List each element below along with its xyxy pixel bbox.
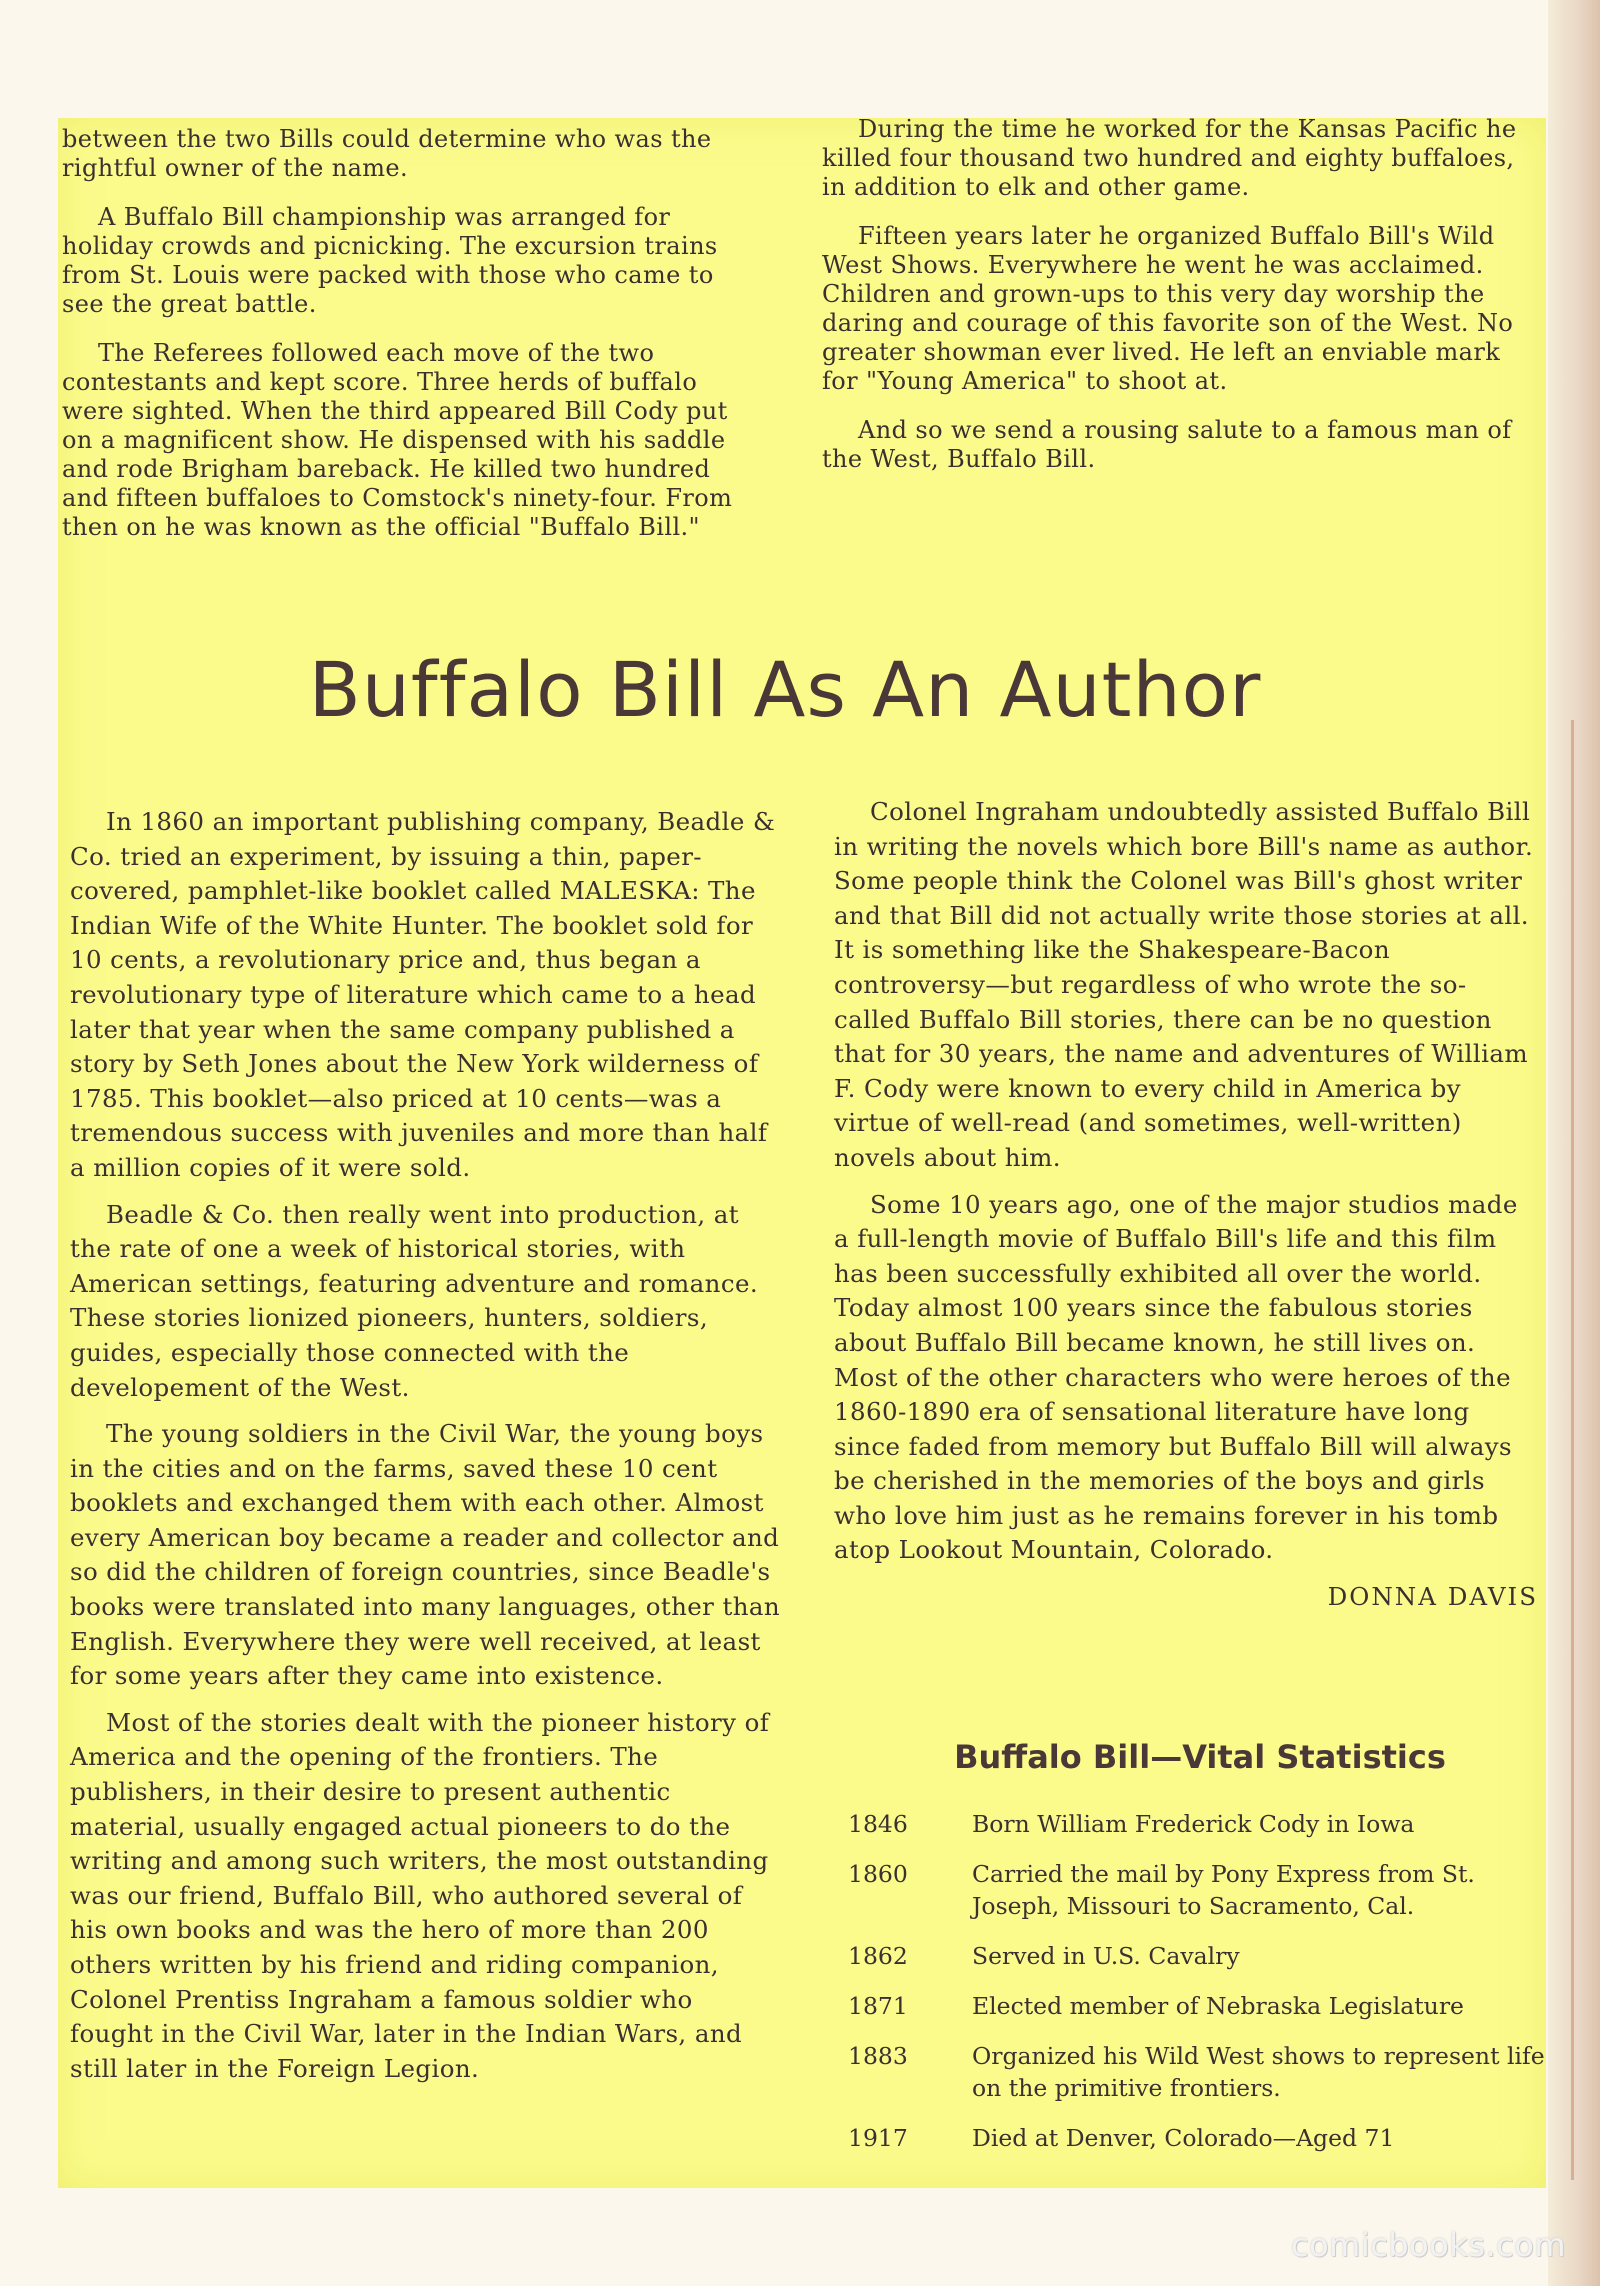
article-right-column	[834, 795, 1538, 1615]
stat-year: 1846	[848, 1810, 908, 1838]
list-item	[848, 2122, 1548, 2154]
stat-year: 1917	[848, 2124, 908, 2152]
list-item	[848, 2040, 1548, 2104]
stat-text: Carried the mail by Pony Express from St. Joseph, Missouri to Sacramento, Cal.	[972, 1860, 1475, 1920]
stat-year: 1883	[848, 2042, 908, 2070]
list-item	[848, 1940, 1548, 1972]
paragraph: A Buffalo Bill championship was arranged for holiday crowds and picnicking. The excursion trains from St. Louis were packed with those who came to see the great battle.	[62, 203, 718, 318]
paragraph: Beadle & Co. then really went into production, at the rate of one a week of historical stories, with American settings, featuring adventure and romance. These stories lionized pioneers, hunters, soldiers, guides, especially those connected with the developement of the West.	[70, 1199, 759, 1402]
binding-edge	[1571, 720, 1574, 2180]
list-item	[848, 1808, 1548, 1840]
paragraph: between the two Bills could determine who was the rightful owner of the name.	[62, 125, 712, 182]
byline: DONNA DAVIS	[1327, 1582, 1538, 1612]
paragraph: Colonel Ingraham undoubtedly assisted Buffalo Bill in writing the novels which bore Bill's name as author. Some people think the Colonel was Bill's ghost writer and that Bill did not actually write those stories at all. It is something like the Shakespeare-Bacon controversy—but regardless of who wrote the so-called Buffalo Bill stories, there can be no question that for 30 years, the name and adventures of William F. Cody were known to every child in America by virtue of well-read (and sometimes, well-written) novels about him.	[834, 797, 1534, 1172]
list-item	[848, 1990, 1548, 2022]
vital-statistics-list	[848, 1808, 1548, 2172]
stat-text: Elected member of Nebraska Legislature	[972, 1992, 1464, 2020]
top-right-column	[822, 115, 1522, 494]
stat-text: Born William Frederick Cody in Iowa	[972, 1810, 1415, 1838]
article-title: Buffalo Bill As An Author	[308, 645, 1262, 734]
paragraph: Fifteen years later he organized Buffalo Bill's Wild West Shows. Everywhere he went he was acclaimed. Children and grown-ups to this very day worship the daring and courage of this favorite son of the West. No greater showman ever lived. He left an enviable mark for "Young America" to shoot at.	[822, 222, 1514, 395]
paragraph: And so we send a rousing salute to a famous man of the West, Buffalo Bill.	[822, 416, 1512, 473]
stat-text: Died at Denver, Colorado—Aged 71	[972, 2124, 1395, 2152]
watermark: comicbooks.com	[1290, 2226, 1566, 2264]
paragraph: The young soldiers in the Civil War, the young boys in the cities and on the farms, saved these 10 cent booklets and exchanged them with each other. Almost every American boy became a reader and collector and so did the children of foreign countries, since Beadle's books were translated into many languages, other than English. Everywhere they were well received, at least for some years after they came into existence.	[70, 1419, 781, 1691]
stats-title: Buffalo Bill—Vital Statistics	[954, 1738, 1446, 1776]
page-edge	[1548, 0, 1600, 2286]
stat-text: Organized his Wild West shows to represent life on the primitive frontiers.	[972, 2042, 1545, 2102]
paragraph: Most of the stories dealt with the pioneer history of America and the opening of the frontiers. The publishers, in their desire to present authentic material, usually engaged actual pioneers to do the writing and among such writers, the most outstanding was our friend, Buffalo Bill, who authored several of his own books and was the hero of more than 200 others written by his friend and riding companion, Colonel Prentiss Ingraham a famous soldier who fought in the Civil War, later in the Indian Wars, and still later in the Foreign Legion.	[70, 1707, 770, 2083]
list-item	[848, 1858, 1548, 1922]
top-left-column	[62, 125, 762, 562]
paragraph: During the time he worked for the Kansas Pacific he killed four thousand two hundred and eighty buffaloes, in addition to elk and other game.	[822, 115, 1517, 201]
stat-year: 1860	[848, 1860, 908, 1888]
stat-text: Served in U.S. Cavalry	[972, 1942, 1240, 1970]
paragraph: The Referees followed each move of the two contestants and kept score. Three herds of buffalo were sighted. When the third appeared Bill Cody put on a magnificent show. He dispensed with his saddle and rode Brigham bareback. He killed two hundred and fifteen buffaloes to Comstock's ninety-four. From then on he was known as the official "Buffalo Bill."	[62, 339, 733, 541]
article-left-column	[70, 805, 782, 2098]
paragraph: In 1860 an important publishing company, Beadle & Co. tried an experiment, by issuing a thin, paper-covered, pamphlet-like booklet called MALESKA: The Indian Wife of the White Hunter. The booklet sold for 10 cents, a revolutionary price and, thus began a revolutionary type of literature which came to a head later that year when the same company published a story by Seth Jones about the New York wilderness of 1785. This booklet—also priced at 10 cents—was a tremendous success with juveniles and more than half a million copies of it were sold.	[70, 807, 776, 1182]
stat-year: 1862	[848, 1942, 908, 1970]
paragraph: Some 10 years ago, one of the major studios made a full-length movie of Buffalo Bill's life and this film has been successfully exhibited all over the world. Today almost 100 years since the fabulous stories about Buffalo Bill became known, he still lives on. Most of the other characters who were heroes of the 1860-1890 era of sensational literature have long since faded from memory but Buffalo Bill will always be cherished in the memories of the boys and girls who love him just as he remains forever in his tomb atop Lookout Mountain, Colorado.	[834, 1189, 1518, 1565]
stat-year: 1871	[848, 1992, 908, 2020]
